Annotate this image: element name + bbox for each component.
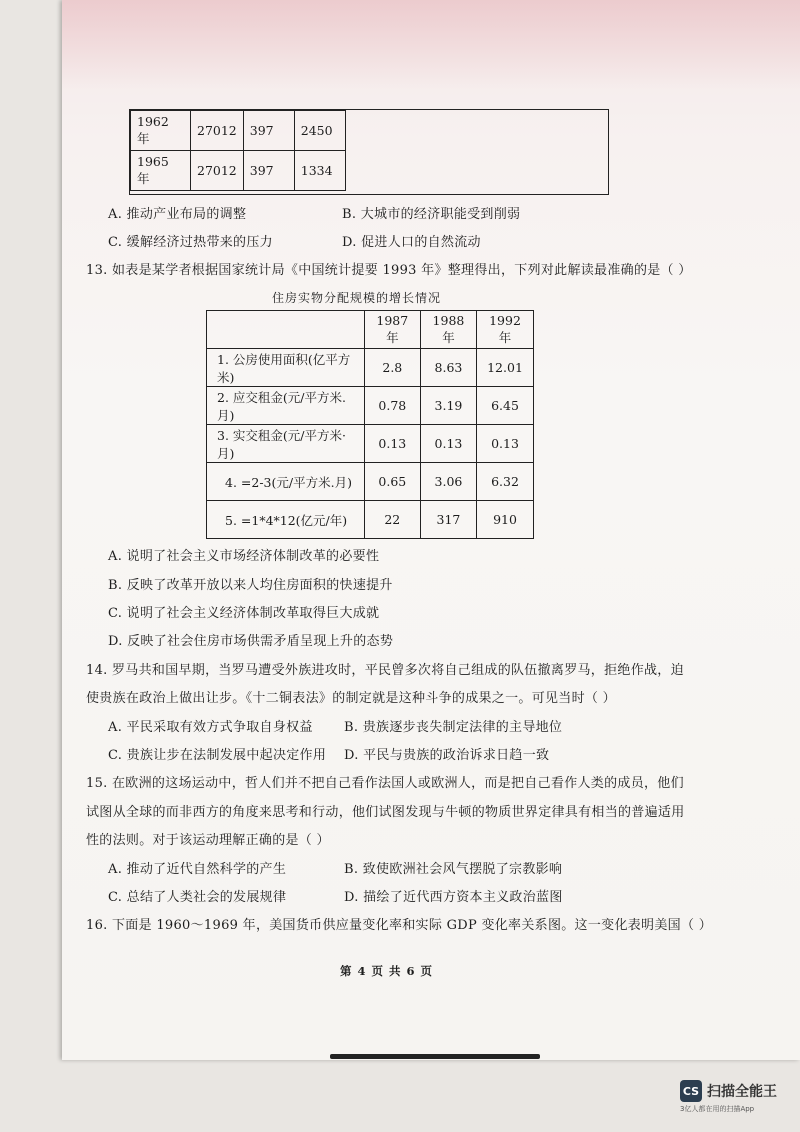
- table-cell: 1. 公房使用面积(亿平方米): [207, 349, 365, 387]
- cs-logo-icon: CS: [680, 1080, 702, 1102]
- q14-option-a: A. 平民采取有效方式争取自身权益: [108, 720, 313, 735]
- table-row: [207, 387, 534, 425]
- q16-stem: 16. 下面是 1960～1969 年，美国货币供应量变化率和实际 GDP 变化率关系图。这一变化表明美国（ ）: [86, 918, 712, 933]
- table-header-cell: [207, 311, 365, 349]
- table-cell: 2.8: [364, 349, 420, 387]
- top-table: [130, 110, 346, 191]
- table-cell: 27012: [191, 111, 244, 151]
- top-shadow: [62, 0, 800, 90]
- q13-option-c: C. 说明了社会主义经济体制改革取得巨大成就: [108, 606, 380, 621]
- q13-option-d: D. 反映了社会住房市场供需矛盾呈现上升的态势: [108, 634, 394, 649]
- q14-option-c: C. 贵族让步在法制发展中起决定作用: [108, 748, 327, 763]
- table-cell: 0.78: [364, 387, 420, 425]
- q15-stem-line3: 性的法则。对于该运动理解正确的是（ ）: [86, 833, 330, 848]
- q14-stem-line1: 14. 罗马共和国早期，当罗马遭受外族进攻时，平民曾多次将自己组成的队伍撤离罗马，拒绝作战，迫: [86, 663, 684, 678]
- table-cell: 2. 应交租金(元/平方米.月): [207, 387, 365, 425]
- q15-stem-line1: 15. 在欧洲的这场运动中，哲人们并不把自己看作法国人或欧洲人，而是把自己看作人类的成员，他们: [86, 776, 684, 791]
- bottom-edge-shadow: [330, 1054, 540, 1059]
- table-row: [131, 111, 346, 151]
- q13-option-b: B. 反映了改革开放以来人均住房面积的快速提升: [108, 578, 393, 593]
- table-cell: 4. =2-3(元/平方米.月): [207, 463, 365, 501]
- table-cell: 3.19: [420, 387, 476, 425]
- table-cell: 6.32: [477, 463, 534, 501]
- table-cell: 397: [243, 151, 294, 191]
- scanner-app-name: 扫描全能王: [707, 1084, 777, 1100]
- table-cell: 1962 年: [131, 111, 191, 151]
- table-cell: 0.65: [364, 463, 420, 501]
- table-cell: 1965 年: [131, 151, 191, 191]
- table-cell: 3.06: [420, 463, 476, 501]
- table-row: [131, 151, 346, 191]
- q15-option-a: A. 推动了近代自然科学的产生: [108, 862, 287, 877]
- table-cell: 22: [364, 501, 420, 539]
- q12-option-b: B. 大城市的经济职能受到削弱: [342, 207, 521, 222]
- table-cell: 0.13: [364, 425, 420, 463]
- q13-table-title: 住房实物分配规模的增长情况: [272, 291, 442, 305]
- table-cell: 1334: [294, 151, 345, 191]
- q12-option-c: C. 缓解经济过热带来的压力: [108, 235, 273, 250]
- table-cell: 8.63: [420, 349, 476, 387]
- table-cell: 12.01: [477, 349, 534, 387]
- q13-table: [206, 310, 534, 539]
- table-cell: 5. =1*4*12(亿元/年): [207, 501, 365, 539]
- table-row: [207, 501, 534, 539]
- table-header-cell: 1987 年: [364, 311, 420, 349]
- table-cell: 2450: [294, 111, 345, 151]
- q15-option-c: C. 总结了人类社会的发展规律: [108, 890, 287, 905]
- scanner-logo: [680, 1080, 777, 1102]
- q15-stem-line2: 试图从全球的而非西方的角度来思考和行动，他们试图发现与牛顿的物质世界定律具有相当的普遍适用: [86, 805, 685, 820]
- table-cell: 397: [243, 111, 294, 151]
- q14-option-b: B. 贵族逐步丧失制定法律的主导地位: [344, 720, 563, 735]
- table-cell: 0.13: [477, 425, 534, 463]
- table-row: [207, 349, 534, 387]
- table-cell: 317: [420, 501, 476, 539]
- table-row: [207, 463, 534, 501]
- page-number: 第 4 页 共 6 页: [340, 964, 434, 978]
- q13-option-a: A. 说明了社会主义市场经济体制改革的必要性: [108, 549, 380, 564]
- scanner-tagline: 3亿人都在用的扫描App: [680, 1105, 755, 1113]
- q15-option-b: B. 致使欧洲社会风气摆脱了宗教影响: [344, 862, 563, 877]
- table-header-cell: 1992 年: [477, 311, 534, 349]
- q14-stem-line2: 使贵族在政治上做出让步。《十二铜表法》的制定就是这种斗争的成果之一。可见当时（ ）: [86, 691, 616, 706]
- q12-option-a: A. 推动产业布局的调整: [108, 207, 247, 222]
- table-cell: 0.13: [420, 425, 476, 463]
- table-header-row: [207, 311, 534, 349]
- q14-option-d: D. 平民与贵族的政治诉求日趋一致: [344, 748, 550, 763]
- table-cell: 3. 实交租金(元/平方米·月): [207, 425, 365, 463]
- table-header-cell: 1988 年: [420, 311, 476, 349]
- table-cell: 910: [477, 501, 534, 539]
- q13-stem: 13. 如表是某学者根据国家统计局《中国统计提要 1993 年》整理得出，下列对此解读最准确的是（ ）: [86, 263, 692, 278]
- table-row: [207, 425, 534, 463]
- table-cell: 6.45: [477, 387, 534, 425]
- table-cell: 27012: [191, 151, 244, 191]
- q15-option-d: D. 描绘了近代西方资本主义政治蓝图: [344, 890, 563, 905]
- q12-option-d: D. 促进人口的自然流动: [342, 235, 481, 250]
